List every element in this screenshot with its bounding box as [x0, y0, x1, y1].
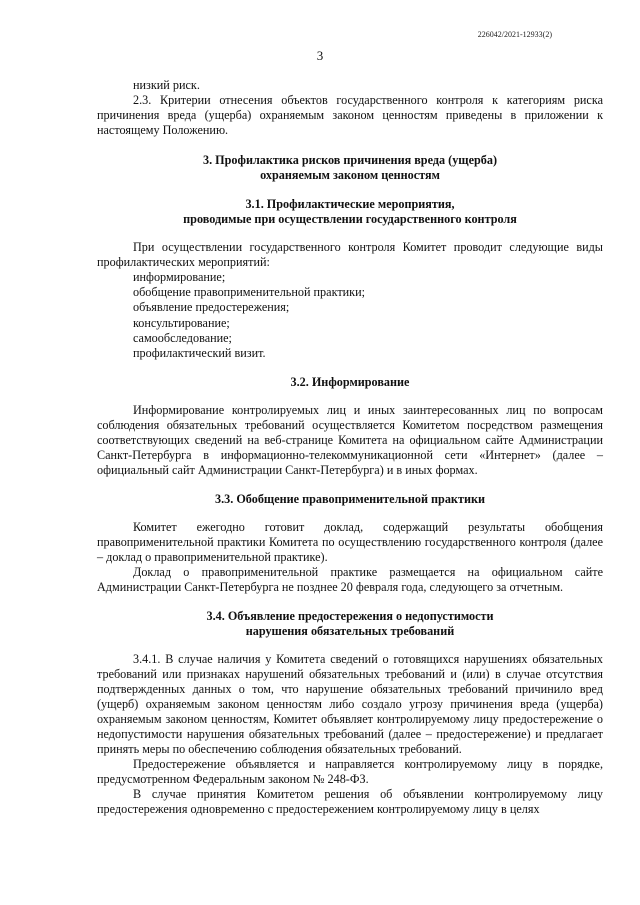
list-item: самообследование;	[133, 330, 232, 345]
paragraph-3-3-a: Комитет ежегодно готовит доклад, содержащий результаты обобщения правоприменительной практики Комитета по осуществлению государственного контроля (далее – доклад о правоприменительной практике).	[97, 520, 603, 565]
section-3-3-heading: 3.3. Обобщение правоприменительной практики	[214, 492, 486, 507]
paragraph-3-3-b: Доклад о правоприменительной практике размещается на официальном сайте Администрации Санкт-Петербурга не позднее 20 февраля года, следующего за отчетным.	[97, 565, 603, 595]
list-item: объявление предостережения;	[133, 300, 290, 315]
paragraph-3-4-1: 3.4.1. В случае наличия у Комитета сведений о готовящихся нарушениях обязательных требований или признаках нарушений обязательных требований и (или) в случае отсутствия подтвержденных данных о том, что нарушение обязательных требований причинило вред (ущерб) охраняемым законом ценностям либо создало угрозу причинения вреда (ущерба) охраняемым законом ценностям, Комитет объявляет контролируемому лицу предостережение о недопустимости нарушения обязательных требований (далее – предостережение) и предлагает принять меры по обеспечению соблюдения обязательных требований.	[97, 652, 603, 757]
section-3-1-heading	[97, 197, 603, 227]
section-3-4-heading-line2: нарушения обязательных требований	[245, 624, 455, 639]
paragraph-3-4-2: Предостережение объявляется и направляется контролируемому лицу в порядке, предусмотренном Федеральным законом № 248-ФЗ.	[97, 757, 603, 787]
paragraph-3-2: Информирование контролируемых лиц и иных заинтересованных лиц по вопросам соблюдения обязательных требований осуществляется Комитетом посредством размещения соответствующих сведений на веб-странице Комитета на официальном сайте Администрации Санкт-Петербурга в информационно-телекоммуникационной сети «Интернет» (далее – официальный сайт Администрации Санкт-Петербурга) и в иных формах.	[97, 403, 603, 478]
paragraph-2-3: 2.3. Критерии отнесения объектов государственного контроля к категориям риска причинения вреда (ущерба) охраняемым законом ценностям приведены в приложении к настоящему Положению.	[97, 93, 603, 137]
section-3-2-heading: 3.2. Информирование	[290, 375, 410, 390]
list-item: профилактический визит.	[133, 346, 266, 361]
section-3-1-heading-line2: проводимые при осуществлении государственного контроля	[183, 212, 517, 226]
prevention-measures-list	[97, 270, 603, 361]
paragraph-3-1: При осуществлении государственного контроля Комитет проводит следующие виды профилактических мероприятий:	[97, 240, 603, 269]
list-item: информирование;	[133, 270, 226, 284]
page-number: 3	[316, 48, 324, 63]
section-3-heading	[97, 153, 603, 183]
document-number: 226042/2021-12933(2)	[477, 30, 552, 39]
section-3-4-heading	[97, 609, 603, 639]
section-3-heading-line2: охраняемым законом ценностям	[260, 168, 440, 182]
section-3-1-heading-line1: 3.1. Профилактические мероприятия,	[245, 197, 455, 211]
list-item: обобщение правоприменительной практики;	[133, 285, 366, 300]
paragraph-continuation: низкий риск.	[133, 78, 200, 92]
section-3-heading-line1: 3. Профилактика рисков причинения вреда (ущерба)	[202, 153, 498, 167]
list-item: консультирование;	[133, 315, 230, 330]
page-body	[97, 78, 603, 817]
paragraph-3-4-3: В случае принятия Комитетом решения об объявлении контролируемому лицу предостережения одновременно с предостережением контролируемому лицу в целях	[97, 787, 603, 817]
section-3-4-heading-line1: 3.4. Объявление предостережения о недопустимости	[206, 609, 494, 624]
